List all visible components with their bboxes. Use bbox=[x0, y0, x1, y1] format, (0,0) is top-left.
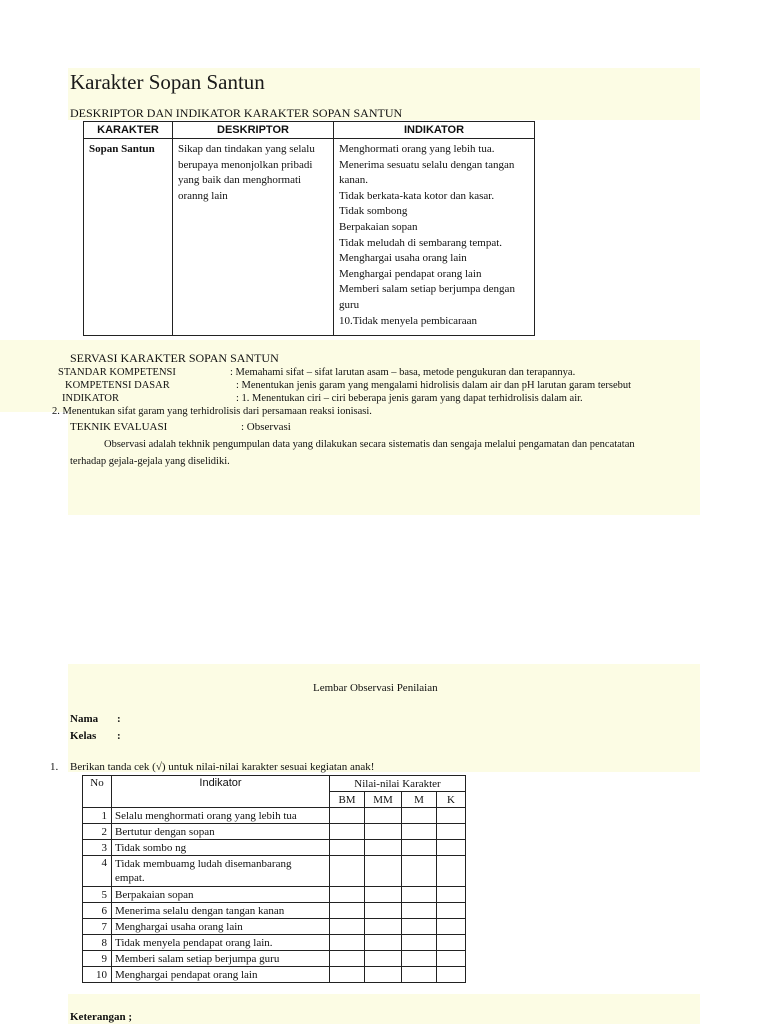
check-cell-k[interactable] bbox=[437, 808, 466, 824]
indikator-item: Tidak sombong bbox=[339, 205, 408, 218]
indikator-item: Menerima sesuatu selalu dengan tangan kanan. bbox=[339, 158, 515, 187]
row-indikator-line: empat. bbox=[115, 872, 145, 884]
observation-sheet-title: Lembar Observasi Penilaian bbox=[313, 682, 438, 694]
check-cell-m[interactable] bbox=[402, 887, 437, 903]
header-indikator: INDIKATOR bbox=[334, 122, 535, 139]
check-cell-k[interactable] bbox=[437, 840, 466, 856]
indikator-item: Tidak berkata-kata kotor dan kasar. bbox=[339, 189, 495, 202]
header-deskriptor: DESKRIPTOR bbox=[173, 122, 334, 139]
check-cell-k[interactable] bbox=[437, 935, 466, 951]
table-row bbox=[83, 824, 466, 840]
row-number: 3 bbox=[83, 840, 112, 856]
observasi-paragraph-line-2: terhadap gejala-gejala yang diselidiki. bbox=[70, 456, 230, 467]
check-cell-mm[interactable] bbox=[365, 967, 402, 983]
sk-value: : Memahami sifat – sifat larutan asam – basa, metode pengukuran dan terapannya. bbox=[230, 367, 576, 378]
observation-header-row bbox=[83, 776, 466, 792]
indikator-label: INDIKATOR bbox=[62, 393, 119, 404]
row-indikator: Tidak menyela pendapat orang lain. bbox=[112, 935, 330, 951]
row-indikator: Selalu menghormati orang yang lebih tua bbox=[112, 808, 330, 824]
indikator-item: Menghormati orang yang lebih tua. bbox=[339, 143, 495, 155]
indikator-line-2: 2. Menentukan sifat garam yang terhidrolisis dari persamaan reaksi ionisasi. bbox=[52, 406, 372, 417]
table-row bbox=[83, 840, 466, 856]
row-indikator bbox=[112, 856, 330, 887]
row-indikator: Menghargai usaha orang lain bbox=[112, 919, 330, 935]
check-cell-m[interactable] bbox=[402, 824, 437, 840]
row-number: 5 bbox=[83, 887, 112, 903]
check-cell-m[interactable] bbox=[402, 919, 437, 935]
row-indikator: Bertutur dengan sopan bbox=[112, 824, 330, 840]
servasi-heading: SERVASI KARAKTER SOPAN SANTUN bbox=[70, 351, 279, 365]
check-cell-bm[interactable] bbox=[330, 903, 365, 919]
row-indikator: Memberi salam setiap berjumpa guru bbox=[112, 951, 330, 967]
check-cell-bm[interactable] bbox=[330, 808, 365, 824]
row-number: 9 bbox=[83, 951, 112, 967]
row-indikator: Menghargai pendapat orang lain bbox=[112, 967, 330, 983]
check-cell-mm[interactable] bbox=[365, 903, 402, 919]
row-indikator: Tidak sombo ng bbox=[112, 840, 330, 856]
col-nilai-header: Nilai-nilai Karakter bbox=[330, 776, 466, 792]
check-cell-bm[interactable] bbox=[330, 824, 365, 840]
table-row bbox=[83, 951, 466, 967]
row-number: 10 bbox=[83, 967, 112, 983]
check-cell-m[interactable] bbox=[402, 808, 437, 824]
check-cell-k[interactable] bbox=[437, 824, 466, 840]
indikator-list bbox=[339, 142, 529, 329]
check-cell-m[interactable] bbox=[402, 935, 437, 951]
sk-label: STANDAR KOMPETENSI bbox=[58, 367, 176, 378]
page-title: Karakter Sopan Santun bbox=[70, 70, 265, 94]
check-cell-mm[interactable] bbox=[365, 919, 402, 935]
table-row bbox=[83, 919, 466, 935]
indikator-item: Berpakaian sopan bbox=[339, 220, 418, 233]
karakter-cell: Sopan Santun bbox=[84, 139, 173, 336]
row-number: 7 bbox=[83, 919, 112, 935]
table-row bbox=[83, 887, 466, 903]
descriptor-table bbox=[83, 121, 535, 336]
instruction-text: Berikan tanda cek (√) untuk nilai-nilai karakter sesuai kegiatan anak! bbox=[70, 761, 375, 773]
check-cell-mm[interactable] bbox=[365, 808, 402, 824]
check-cell-m[interactable] bbox=[402, 840, 437, 856]
row-number: 8 bbox=[83, 935, 112, 951]
check-cell-k[interactable] bbox=[437, 887, 466, 903]
indikator-item: Tidak meludah di sembarang tempat. bbox=[339, 236, 503, 249]
observasi-paragraph-line-1: Observasi adalah tekhnik pengumpulan data yang dilakukan secara sistematis dan sengaja melalui pengamatan dan pencatatan bbox=[104, 439, 635, 450]
keterangan-label: Keterangan ; bbox=[70, 1011, 133, 1023]
row-number: 1 bbox=[83, 808, 112, 824]
check-cell-k[interactable] bbox=[437, 919, 466, 935]
table-row bbox=[83, 935, 466, 951]
check-cell-bm[interactable] bbox=[330, 919, 365, 935]
header-karakter: KARAKTER bbox=[84, 122, 173, 139]
table-row bbox=[83, 967, 466, 983]
check-cell-bm[interactable] bbox=[330, 887, 365, 903]
observation-table bbox=[82, 775, 466, 983]
descriptor-heading: DESKRIPTOR DAN INDIKATOR KARAKTER SOPAN SANTUN bbox=[70, 106, 403, 120]
col-no-header: No bbox=[83, 776, 112, 808]
row-number: 4 bbox=[83, 856, 112, 887]
descriptor-table-header bbox=[84, 122, 535, 139]
check-cell-bm[interactable] bbox=[330, 935, 365, 951]
nama-label: Nama bbox=[70, 713, 99, 725]
row-number: 2 bbox=[83, 824, 112, 840]
check-cell-mm[interactable] bbox=[365, 951, 402, 967]
descriptor-table-row bbox=[84, 139, 535, 336]
kelas-label: Kelas bbox=[70, 730, 97, 742]
check-cell-bm[interactable] bbox=[330, 967, 365, 983]
check-cell-m[interactable] bbox=[402, 856, 437, 887]
col-m-header: M bbox=[402, 792, 437, 808]
check-cell-mm[interactable] bbox=[365, 840, 402, 856]
col-k-header: K bbox=[437, 792, 466, 808]
col-indikator-header: Indikator bbox=[112, 776, 330, 808]
teknik-evaluasi-label: TEKNIK EVALUASI bbox=[70, 421, 168, 433]
teknik-evaluasi-value: : Observasi bbox=[241, 421, 291, 433]
check-cell-k[interactable] bbox=[437, 967, 466, 983]
table-row bbox=[83, 808, 466, 824]
col-bm-header: BM bbox=[330, 792, 365, 808]
check-cell-mm[interactable] bbox=[365, 935, 402, 951]
instruction-number: 1. bbox=[50, 761, 59, 773]
indikator-cell bbox=[334, 139, 535, 336]
indikator-item: Menghargai usaha orang lain bbox=[339, 252, 467, 265]
kd-value: : Menentukan jenis garam yang mengalami hidrolisis dalam air dan pH larutan garam tersebut bbox=[236, 380, 632, 391]
row-indikator: Menerima selalu dengan tangan kanan bbox=[112, 903, 330, 919]
nama-colon: : bbox=[117, 713, 121, 725]
highlight-band-keterangan bbox=[68, 994, 700, 1024]
check-cell-m[interactable] bbox=[402, 967, 437, 983]
check-cell-k[interactable] bbox=[437, 903, 466, 919]
indikator-item: Menghargai pendapat orang lain bbox=[339, 267, 482, 280]
check-cell-bm[interactable] bbox=[330, 840, 365, 856]
row-indikator-line: Tidak membuamg ludah disemanbarang bbox=[115, 858, 292, 870]
check-cell-m[interactable] bbox=[402, 951, 437, 967]
check-cell-mm[interactable] bbox=[365, 887, 402, 903]
check-cell-bm[interactable] bbox=[330, 856, 365, 887]
check-cell-mm[interactable] bbox=[365, 824, 402, 840]
indikator-item: Memberi salam setiap berjumpa dengan guru bbox=[339, 283, 515, 311]
check-cell-mm[interactable] bbox=[365, 856, 402, 887]
col-mm-header: MM bbox=[365, 792, 402, 808]
table-row bbox=[83, 856, 466, 887]
row-indikator: Berpakaian sopan bbox=[112, 887, 330, 903]
row-number: 6 bbox=[83, 903, 112, 919]
check-cell-bm[interactable] bbox=[330, 951, 365, 967]
deskriptor-cell: Sikap dan tindakan yang selalu berupaya menonjolkan pribadi yang baik dan menghormati oranng lain bbox=[173, 139, 334, 336]
kd-label: KOMPETENSI DASAR bbox=[65, 380, 170, 391]
check-cell-k[interactable] bbox=[437, 951, 466, 967]
table-row bbox=[83, 903, 466, 919]
check-cell-k[interactable] bbox=[437, 856, 466, 887]
kelas-colon: : bbox=[117, 730, 121, 742]
check-cell-m[interactable] bbox=[402, 903, 437, 919]
indikator-item: 10.Tidak menyela pembicaraan bbox=[339, 314, 477, 327]
indikator-value: : 1. Menentukan ciri – ciri beberapa jenis garam yang dapat terhidrolisis dalam air. bbox=[236, 393, 583, 404]
